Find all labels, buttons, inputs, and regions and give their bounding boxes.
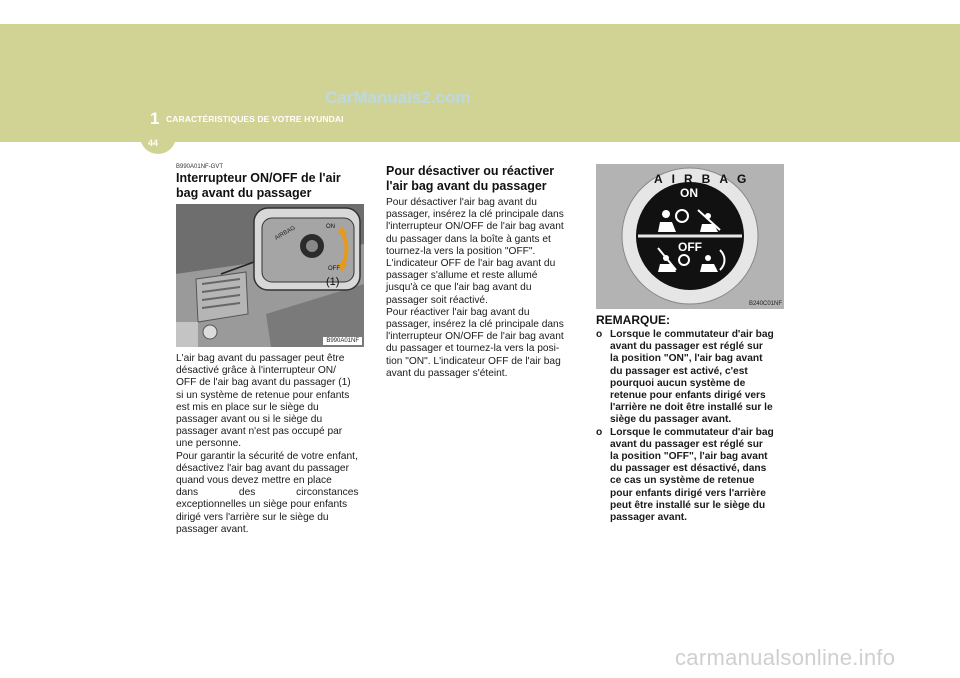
remark-bullet-1: o Lorsque le commutateur d'air bag avant du passager est réglé sur la position "ON", l'air bag avant du passager est activé, c'est pourquoi aucun système de retenue pour enfants dirigé vers l'arrière ne doit être installé sur le siège du passager avant. xyxy=(596,329,774,426)
column-1 xyxy=(176,164,364,536)
remark-bullet-2: o Lorsque le commutateur d'air bag avant du passager est réglé sur la position "OFF", l'air bag avant du passager est désactivé, dans ce cas un système de retenue pour enfants dirigé vers l'arrière peut être installé sur le siège du passager avant. xyxy=(596,426,774,524)
switch-figure xyxy=(176,204,364,347)
chapter-number: 1 xyxy=(150,109,160,128)
body-paragraph-3: Pour désactiver l'air bag avant du passager, insérez la clé principale dans l'interrupteur ON/OFF de l'air bag avant du passager dans la boîte à gants et tournez-la vers la position "OFF". L'indicateur OFF de l'air bag avant du passager s'allume et reste allumé jusqu'à ce que l'air bag avant du passager soit réactivé. xyxy=(386,197,564,306)
indicator-off-label: OFF xyxy=(678,240,702,254)
airbag-indicator-figure xyxy=(596,164,784,309)
airbag-ring-text: AIRBAG xyxy=(654,172,756,186)
column-2 xyxy=(386,164,574,380)
figure-caption: B990A01NF xyxy=(323,337,362,345)
header-band xyxy=(0,24,960,142)
body-paragraph-4: Pour réactiver l'air bag avant du passager, insérez la clé principale dans l'interrupteur ON/OFF de l'air bag avant du passager et tournez-la vers la posi- tion "ON". L'indicateur OFF de l'air bag avant du passager s'éteint. xyxy=(386,306,564,379)
figure-callout: (1) xyxy=(326,276,340,288)
top-watermark[interactable]: CarManuals2.com xyxy=(325,88,471,107)
section-title: Interrupteur ON/OFF de l'air bag avant du passager xyxy=(176,171,341,200)
section-code: B990A01NF-GVT xyxy=(176,164,224,170)
section-title-2: Pour désactiver ou réactiver l'air bag avant du passager xyxy=(386,164,555,193)
body-paragraph-2: Pour garantir la sécurité de votre enfant, désactivez l'air bag avant du passager quand vous devez mettre en place dans des circonstances exceptionnelles un siège pour enfants dirigé vers l'arrière sur le siège du passager avant. xyxy=(176,450,359,535)
indicator-on-label: ON xyxy=(680,186,698,200)
bullet-marker: o xyxy=(596,426,603,438)
switch-on-label: ON xyxy=(326,224,335,230)
footer-watermark[interactable]: carmanualsonline.info xyxy=(675,645,896,670)
page-number: 44 xyxy=(148,138,159,148)
switch-off-label: OFF xyxy=(328,266,340,272)
bullet-marker: o xyxy=(596,329,603,340)
remark-title: REMARQUE: xyxy=(596,313,670,327)
svg-text:AIRBAG: AIRBAG xyxy=(274,225,297,242)
column-3 xyxy=(596,164,786,524)
body-paragraph-1: L'air bag avant du passager peut être désactivé grâce à l'interrupteur ON/ OFF de l'air bag avant du passager (1) si un système de retenue pour enfants est mis en place sur le siège du passager avant ou si le siège du passager avant n'est pas occupé par une personne. xyxy=(176,353,351,450)
figure-caption-2: B240C01NF xyxy=(748,301,782,307)
chapter-title: CARACTÉRISTIQUES DE VOTRE HYUNDAI xyxy=(166,114,344,124)
